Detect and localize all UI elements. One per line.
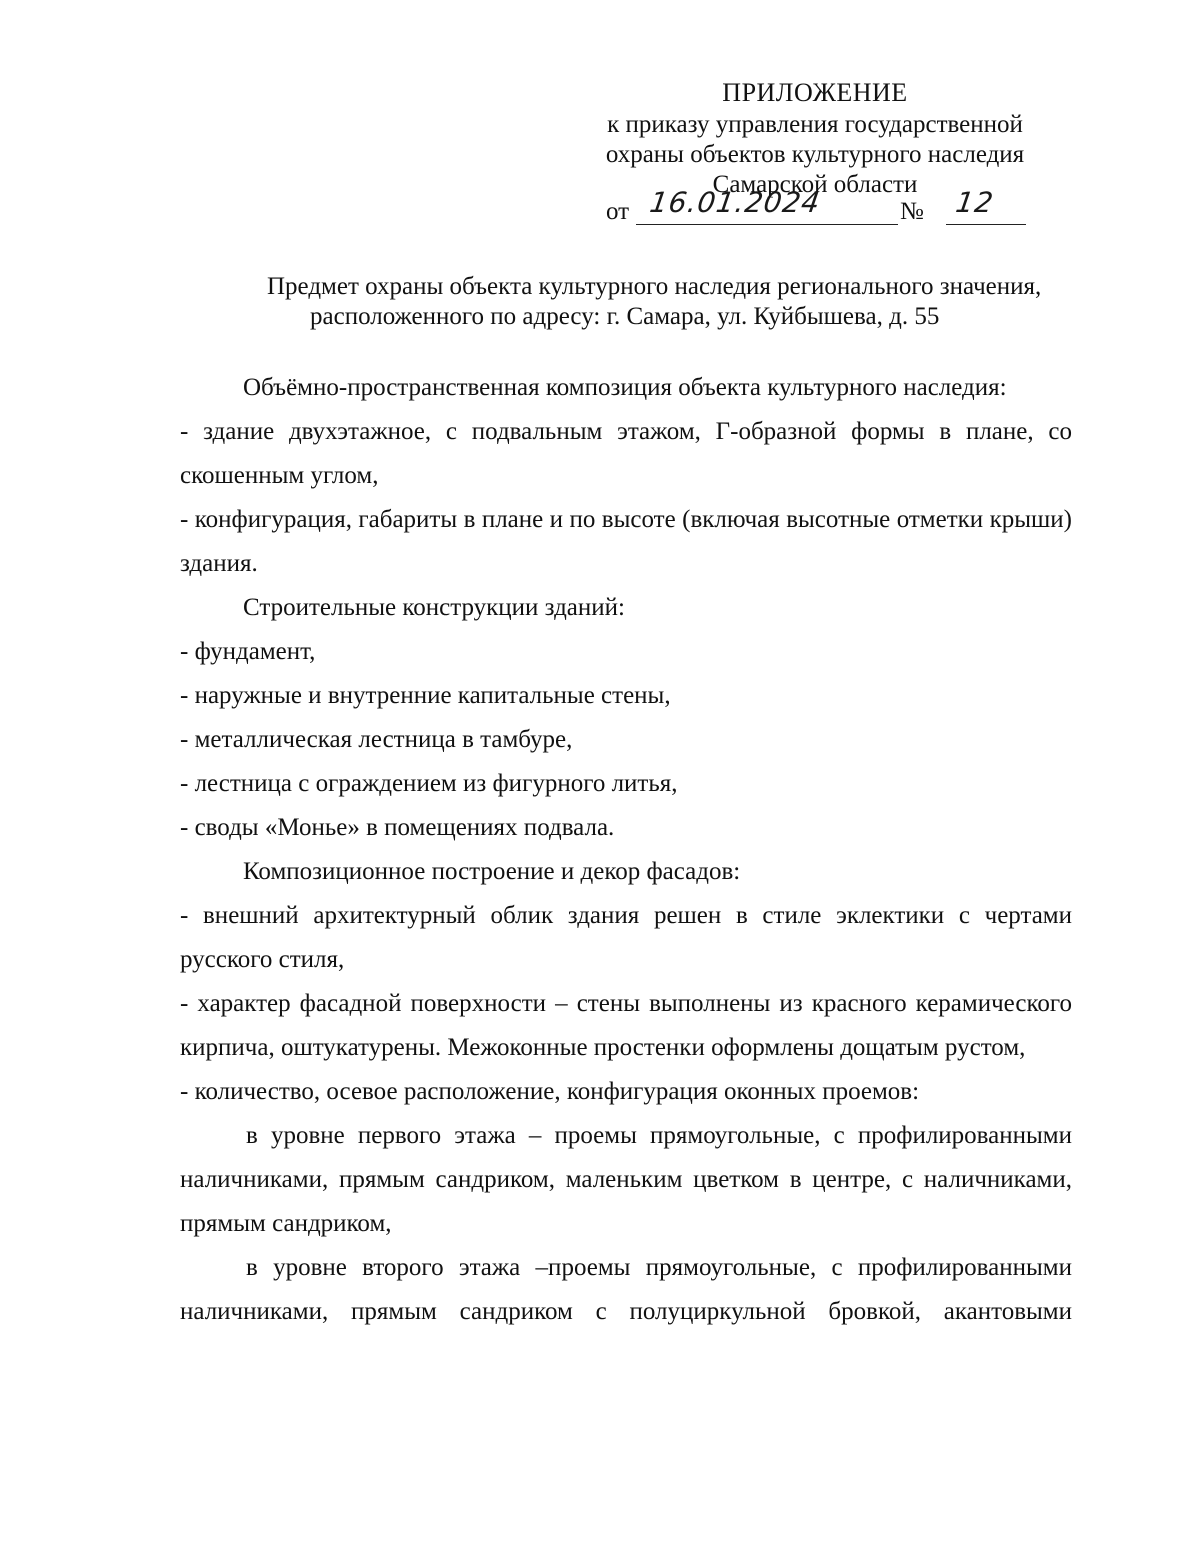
document-body (180, 366, 1072, 1334)
list-item: в уровне первого этажа – проемы прямоугольные, с профилированными наличниками, прямым сандриком, маленьким цветком в центре, с наличниками, прямым сандриком, (180, 1122, 1072, 1237)
number-prefix: № (900, 198, 924, 225)
document-subject (180, 272, 1130, 332)
subject-line-1: Предмет охраны объекта культурного наследия регионального значения, (267, 273, 1042, 300)
appendix-line-1: к приказу управления государственной (607, 111, 1023, 138)
list-item: - лестница с ограждением из фигурного литья, (180, 770, 678, 797)
appendix-title: ПРИЛОЖЕНИЕ (722, 78, 908, 107)
list-item: - металлическая лестница в тамбуре, (180, 726, 573, 753)
list-item: - фундамент, (180, 638, 316, 665)
section-heading-facades: Композиционное построение и декор фасадов: (243, 858, 741, 885)
appendix-line-3: Самарской области (712, 171, 918, 198)
list-item: - наружные и внутренние капитальные стены, (180, 682, 671, 709)
handwritten-date: 16.01.2024 (647, 186, 823, 219)
date-prefix: от (606, 198, 630, 225)
date-field (636, 186, 898, 225)
appendix-line-2: охраны объектов культурного наследия (605, 141, 1025, 168)
handwritten-number: 12 (953, 186, 996, 219)
section-heading-constructions: Строительные конструкции зданий: (243, 594, 625, 621)
list-item: - своды «Монье» в помещениях подвала. (180, 814, 615, 841)
subject-line-2: расположенного по адресу: г. Самара, ул. Куйбышева, д. 55 (310, 303, 940, 330)
number-field (946, 186, 1026, 225)
list-item: - характер фасадной поверхности – стены выполнены из красного керамического кирпича, оштукатурены. Межоконные простенки оформлены дощатым рустом, (180, 990, 1072, 1061)
list-item: - внешний архитектурный облик здания решен в стиле эклектики с чертами русского стиля, (180, 902, 1072, 973)
list-item: - количество, осевое расположение, конфигурация оконных проемов: (180, 1078, 920, 1105)
list-item: - здание двухэтажное, с подвальным этажом, Г-образной формы в плане, со скошенным углом, (180, 418, 1072, 489)
list-item: в уровне второго этажа –проемы прямоугольные, с профилированными наличниками, прямым сандриком с полуциркульной бровкой, акантовыми (180, 1254, 1072, 1325)
list-item: - конфигурация, габариты в плане и по высоте (включая высотные отметки крыши) здания. (180, 506, 1072, 577)
appendix-header (560, 78, 1070, 200)
order-date-line (606, 188, 1026, 228)
section-heading-composition: Объёмно-пространственная композиция объекта культурного наследия: (243, 374, 1007, 401)
